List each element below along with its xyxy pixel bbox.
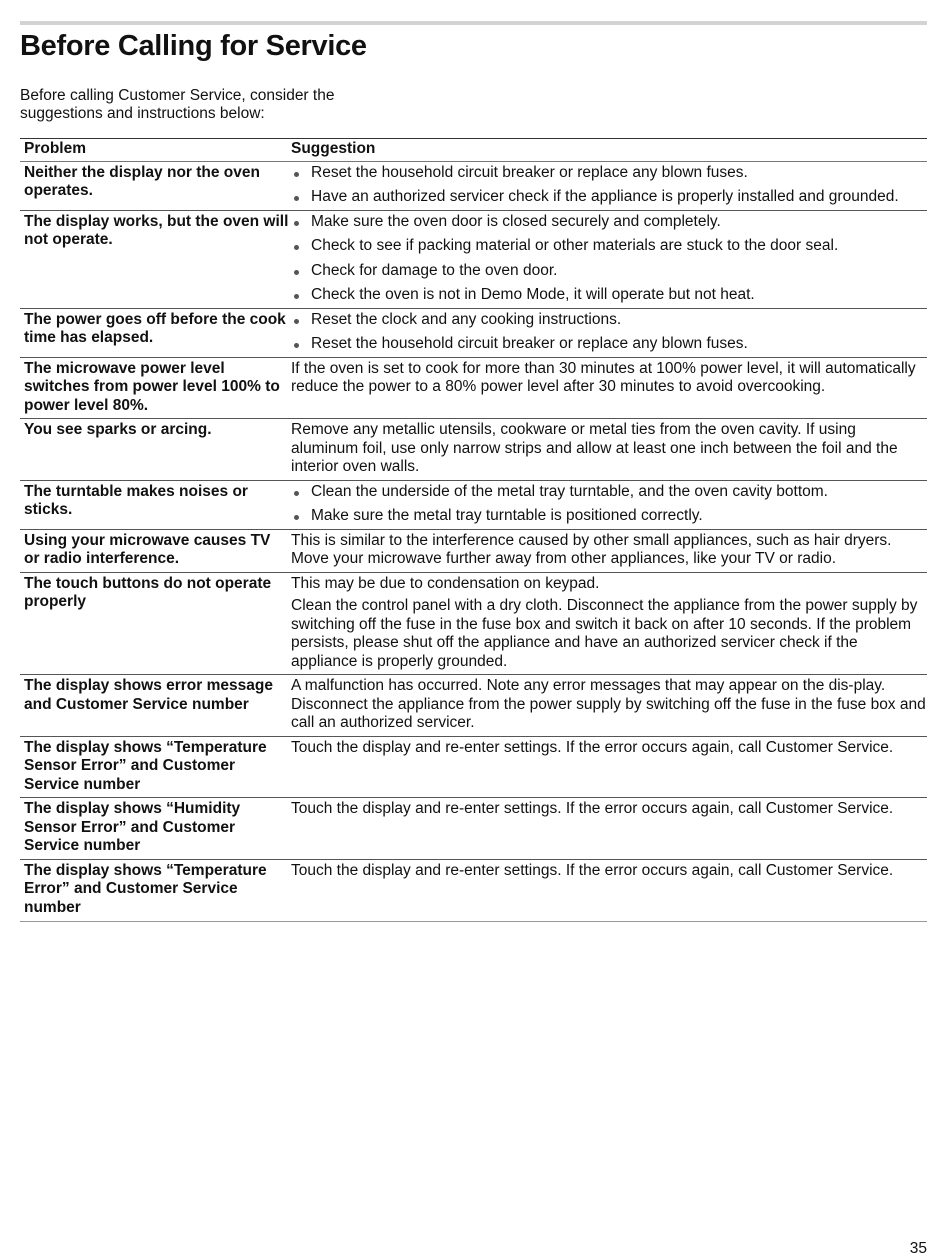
suggestion-cell <box>290 360 927 416</box>
table-body <box>20 162 927 923</box>
table-row <box>20 530 927 573</box>
bullet-icon <box>294 221 299 226</box>
table-row <box>20 573 927 676</box>
list-item <box>291 213 927 232</box>
suggestion-list <box>291 213 927 305</box>
problem-cell: You see sparks or arcing. <box>24 421 212 438</box>
suggestion-cell <box>290 311 927 354</box>
table-row <box>20 358 927 420</box>
list-item <box>291 164 927 183</box>
list-item <box>291 237 927 256</box>
bullet-icon <box>294 491 299 496</box>
suggestion-list <box>291 483 927 526</box>
problem-cell: The microwave power level switches from power level 100% to power level 80%. <box>24 359 280 414</box>
suggestion-cell <box>290 800 927 856</box>
problem-cell: The display shows “Temperature Error” and Customer Service number <box>24 861 267 916</box>
suggestion-cell <box>290 677 927 733</box>
problem-cell: The touch buttons do not operate properly <box>24 574 272 610</box>
header-suggestion: Suggestion <box>291 140 376 157</box>
problem-cell: Neither the display nor the oven operates. <box>24 163 260 199</box>
list-item-text: Clean the underside of the metal tray turntable, and the oven cavity bottom. <box>311 482 828 500</box>
suggestion-paragraph: This is similar to the interference caused by other small appliances, such as hair dryers. Move your microwave further away from other appliances, like your TV or radio. <box>291 531 892 567</box>
list-item <box>291 262 927 281</box>
list-item-text: Make sure the metal tray turntable is positioned correctly. <box>311 507 703 524</box>
list-item-text: Check for damage to the oven door. <box>311 261 558 279</box>
suggestion-paragraph: This may be due to condensation on keypad. <box>291 574 600 592</box>
list-item-text: Have an authorized servicer check if the appliance is properly installed and grounded. <box>311 188 899 205</box>
suggestion-paragraph: Touch the display and re-enter settings. If the error occurs again, call Customer Service. <box>291 861 894 879</box>
bullet-icon <box>294 196 299 201</box>
suggestion-cell <box>290 213 927 305</box>
table-row <box>20 798 927 860</box>
problem-cell: The display works, but the oven will not operate. <box>24 212 289 248</box>
suggestion-cell <box>290 739 927 795</box>
list-item-text: Reset the household circuit breaker or replace any blown fuses. <box>311 163 748 181</box>
suggestion-list <box>291 311 927 354</box>
page-title: Before Calling for Service <box>20 30 367 62</box>
bullet-icon <box>294 245 299 250</box>
suggestion-list <box>291 164 927 207</box>
top-rule <box>20 21 927 25</box>
suggestion-cell <box>290 532 927 569</box>
list-item <box>291 483 927 502</box>
suggestion-cell <box>290 862 927 918</box>
suggestion-paragraph: Touch the display and re-enter settings. If the error occurs again, call Customer Service. <box>291 738 894 756</box>
list-item <box>291 507 927 526</box>
list-item <box>291 188 927 207</box>
page-number: 35 <box>909 1240 927 1257</box>
problem-cell: The display shows “Temperature Sensor Error” and Customer Service number <box>24 738 267 793</box>
suggestion-cell <box>290 575 927 672</box>
bullet-icon <box>294 172 299 177</box>
suggestion-paragraph: Clean the control panel with a dry cloth. Disconnect the appliance from the power supply by switching off the fuse in the fuse box and switch it back on after 10 seconds. If the problem persists, please shut off the appliance and have an authorized servicer check if the appliance is properly grounded. <box>291 597 918 670</box>
problem-cell: The turntable makes noises or sticks. <box>24 482 248 518</box>
table-row <box>20 211 927 309</box>
suggestion-paragraph: A malfunction has occurred. Note any error messages that may appear on the dis-play. Disconnect the appliance from the power supply by switching off the fuse in the fuse box and call an authorized servicer. <box>291 677 926 731</box>
bullet-icon <box>294 294 299 299</box>
problem-cell: Using your microwave causes TV or radio interference. <box>24 531 271 567</box>
bullet-icon <box>294 343 299 348</box>
bullet-icon <box>294 270 299 275</box>
list-item-text: Check the oven is not in Demo Mode, it will operate but not heat. <box>311 286 755 303</box>
table-row <box>20 162 927 211</box>
table-row <box>20 309 927 358</box>
suggestion-cell <box>290 483 927 526</box>
list-item <box>291 311 927 330</box>
suggestion-paragraph: Remove any metallic utensils, cookware or metal ties from the oven cavity. If using aluminum foil, use only narrow strips and allow at least one inch between the foil and the interior oven walls. <box>291 421 898 475</box>
troubleshooting-table <box>20 138 927 922</box>
suggestion-paragraph: If the oven is set to cook for more than 30 minutes at 100% power level, it will automatically reduce the power to a 80% power level after 30 minutes to avoid overcooking. <box>291 359 916 395</box>
header-problem: Problem <box>24 140 87 157</box>
suggestion-cell <box>290 164 927 207</box>
table-header-row <box>20 139 927 162</box>
list-item-text: Check to see if packing material or other materials are stuck to the door seal. <box>311 237 839 254</box>
list-item-text: Make sure the oven door is closed securely and completely. <box>311 212 721 230</box>
list-item <box>291 286 927 305</box>
list-item <box>291 335 927 354</box>
suggestion-cell <box>290 421 927 477</box>
bullet-icon <box>294 319 299 324</box>
suggestion-paragraph: Touch the display and re-enter settings. If the error occurs again, call Customer Service. <box>291 800 894 817</box>
problem-cell: The display shows error message and Customer Service number <box>24 677 273 713</box>
intro-text: Before calling Customer Service, consider the suggestions and instructions below: <box>20 87 335 122</box>
list-item-text: Reset the household circuit breaker or replace any blown fuses. <box>311 335 748 352</box>
list-item-text: Reset the clock and any cooking instructions. <box>311 310 622 328</box>
bullet-icon <box>294 515 299 520</box>
table-row <box>20 419 927 481</box>
table-row <box>20 481 927 530</box>
table-row <box>20 675 927 737</box>
table-row <box>20 737 927 799</box>
problem-cell: The display shows “Humidity Sensor Error” and Customer Service number <box>24 800 241 854</box>
table-row <box>20 860 927 923</box>
problem-cell: The power goes off before the cook time has elapsed. <box>24 310 286 346</box>
